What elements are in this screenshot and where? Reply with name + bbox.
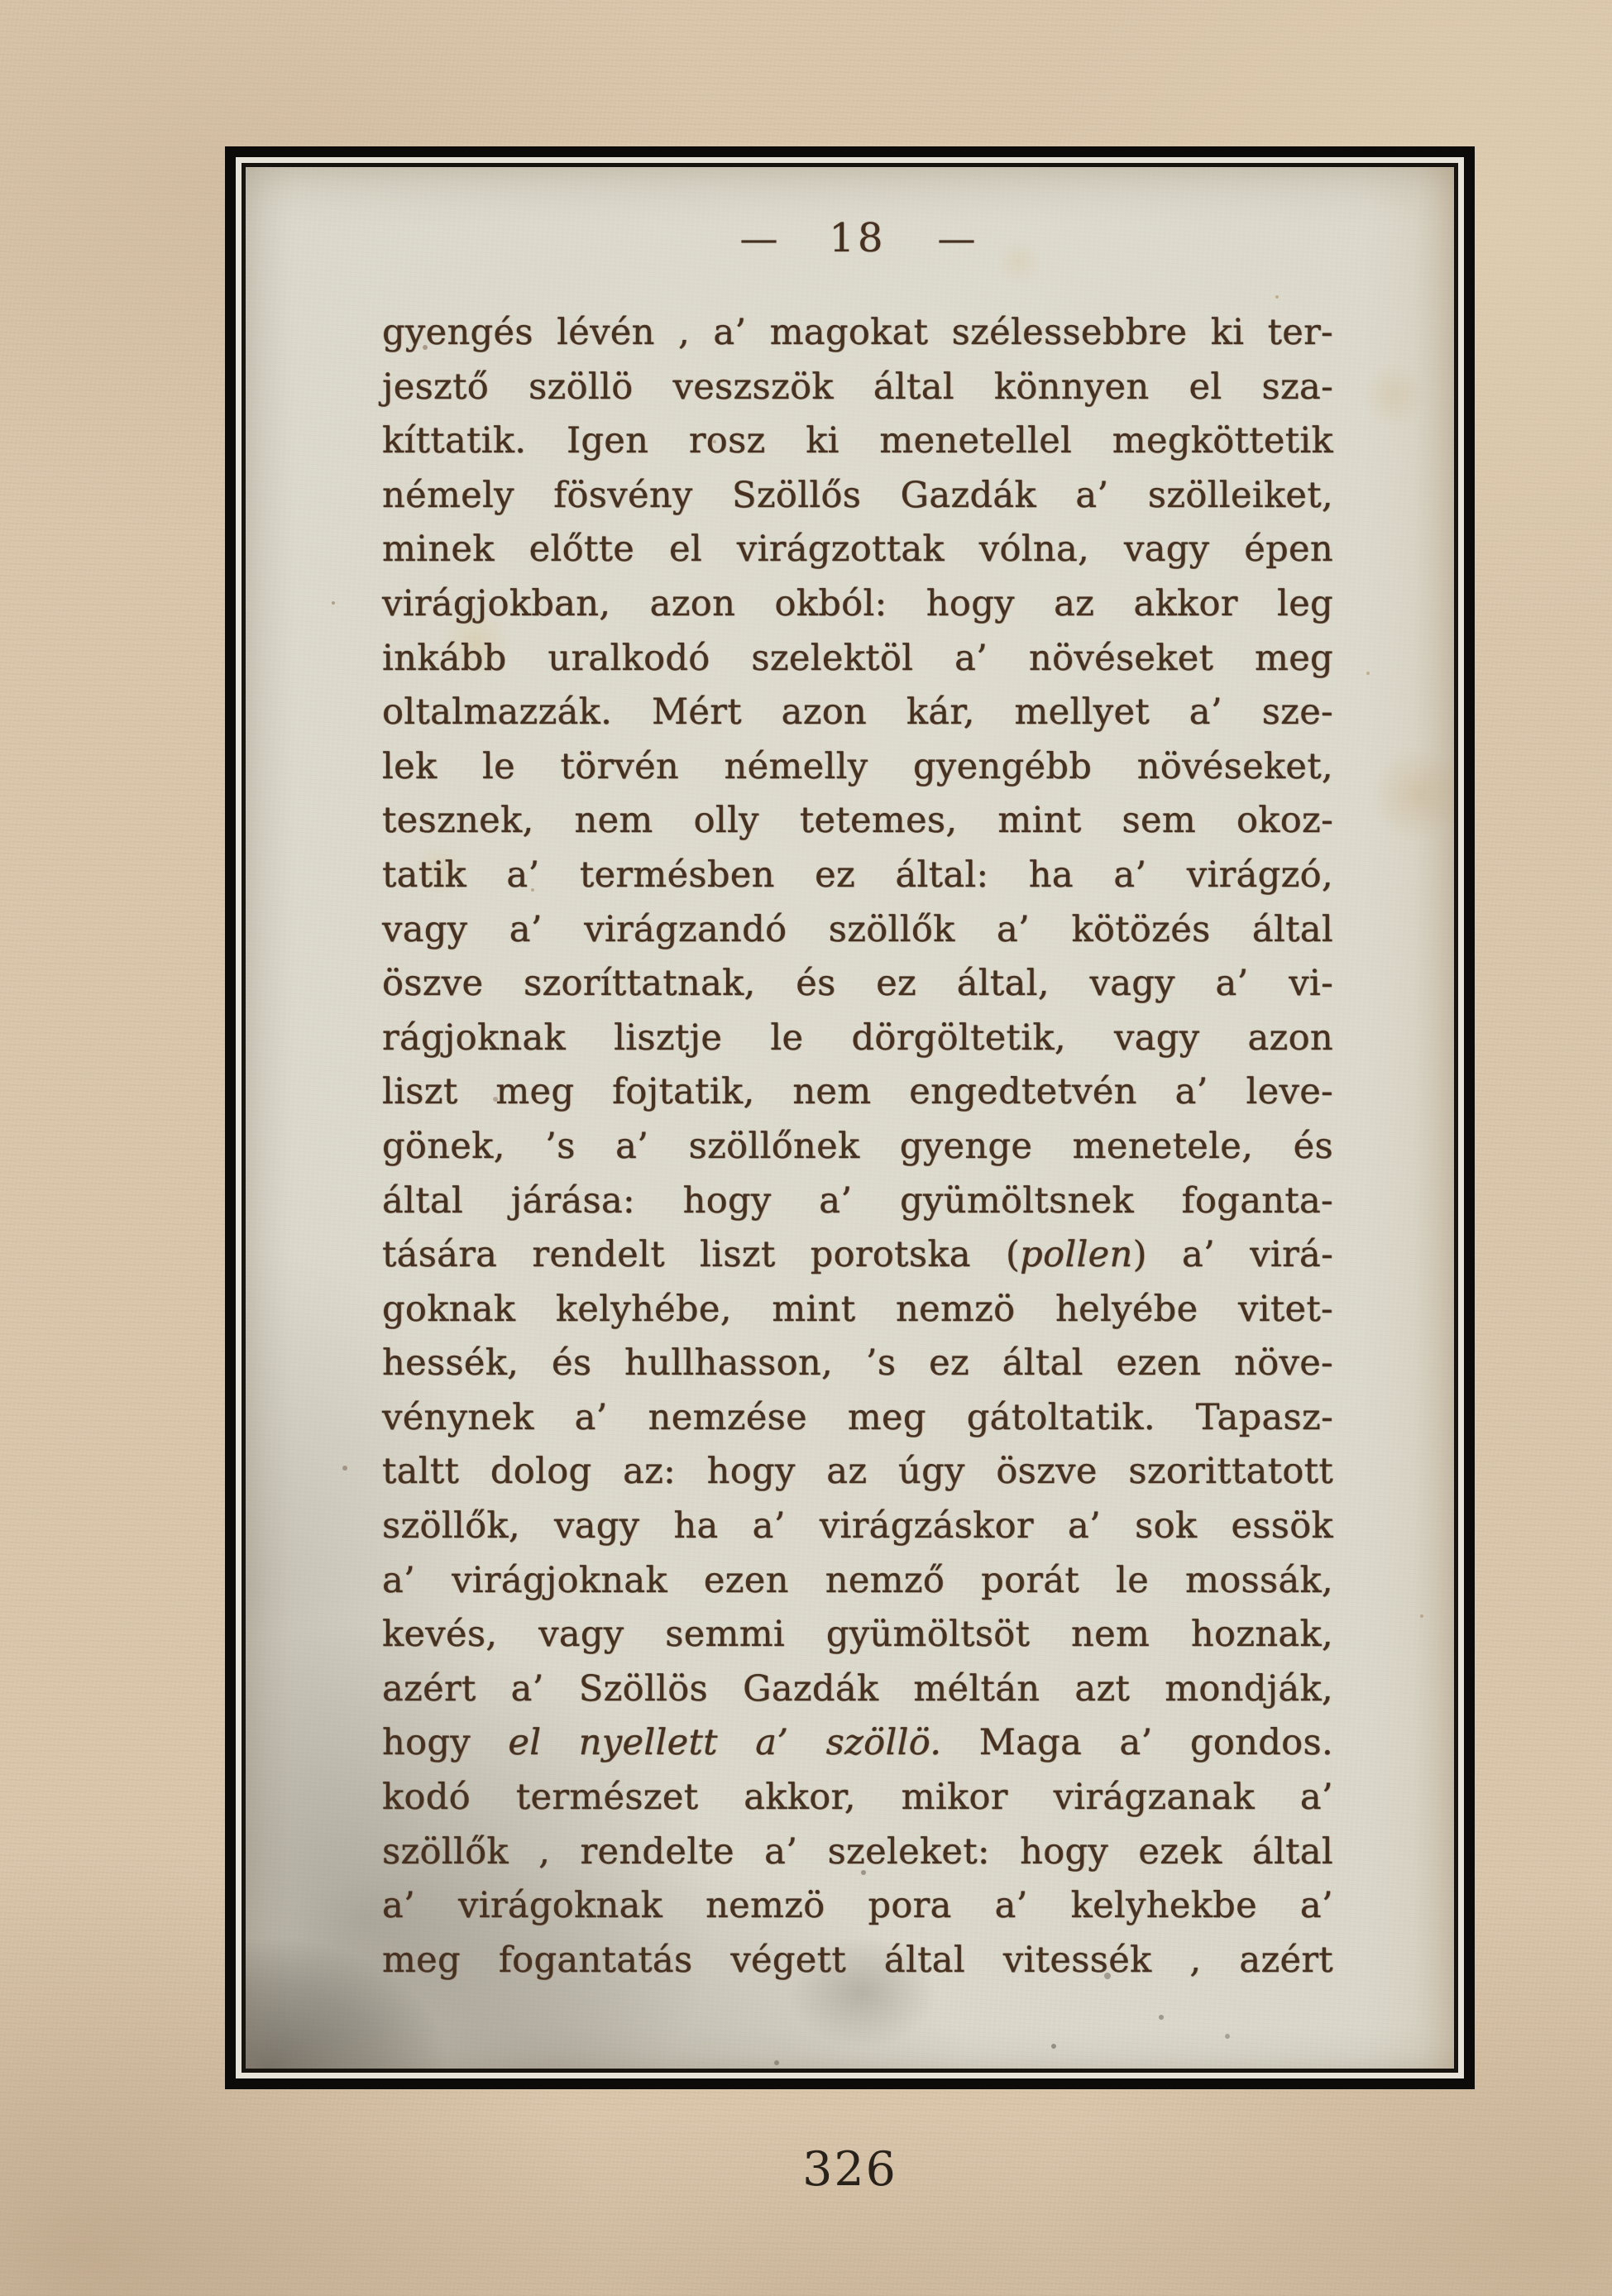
text-line	[382, 523, 1333, 577]
text-line	[382, 1608, 1333, 1662]
text-line	[382, 1879, 1333, 1934]
text-segment: meg fogantatás végett által vitessék , azért	[382, 1939, 1333, 1981]
text-segment: lek le törvén némelly gyengébb növéseket,	[382, 745, 1333, 787]
text-line	[382, 361, 1333, 415]
text-segment: némely fösvény Szöllős Gazdák a’ szölleiket,	[382, 474, 1333, 516]
text-line	[382, 1391, 1333, 1446]
text-line	[382, 1065, 1333, 1120]
text-segment: szöllők , rendelte a’ szeleket: hogy ezek által	[382, 1830, 1333, 1873]
text-line	[382, 1771, 1333, 1825]
text-line	[382, 1716, 1333, 1771]
text-line	[382, 1120, 1333, 1174]
text-line	[382, 1283, 1333, 1337]
text-segment: tatik a’ termésben ez által: ha a’ virágzó,	[382, 854, 1333, 896]
text-segment: tesznek, nem olly tetemes, mint sem okoz-	[382, 800, 1333, 842]
text-segment: kevés, vagy semmi gyümöltsöt nem hoznak,	[382, 1614, 1333, 1656]
text-line	[382, 957, 1333, 1012]
italic-text-segment: el nyellett a’ szöllö.	[508, 1722, 942, 1764]
text-segment: hogy	[382, 1722, 509, 1764]
text-segment: liszt meg fojtatik, nem engedtetvén a’ leve-	[382, 1071, 1333, 1113]
text-line	[382, 740, 1333, 795]
text-line	[382, 1662, 1333, 1717]
scan-frame	[225, 146, 1475, 2089]
text-segment: vénynek a’ nemzése meg gátoltatik. Tapasz-	[382, 1396, 1333, 1438]
text-line	[382, 1228, 1333, 1283]
footer-page-number: 326	[802, 2142, 897, 2197]
text-line	[382, 414, 1333, 469]
text-line	[382, 686, 1333, 740]
text-segment: goknak kelyhébe, mint nemzö helyébe vitet-	[382, 1288, 1333, 1330]
text-segment: által járása: hogy a’ gyümöltsnek foganta-	[382, 1179, 1333, 1222]
text-line	[382, 1337, 1333, 1391]
text-segment: Maga a’ gondos.	[941, 1722, 1334, 1764]
text-line	[382, 1445, 1333, 1500]
text-segment: szöllők, vagy ha a’ virágzáskor a’ sok essök	[382, 1505, 1333, 1547]
italic-text-segment: pollen	[1020, 1234, 1133, 1276]
header-dash-right: —	[937, 216, 976, 261]
text-line	[382, 1554, 1333, 1609]
text-segment: hessék, és hullhasson, ’s ez által ezen növe-	[382, 1342, 1333, 1385]
text-segment: minek előtte el virágzottak vólna, vagy épen	[382, 529, 1333, 571]
text-segment: kíttatik. Igen rosz ki menetellel megköttetik	[382, 420, 1333, 462]
text-segment: öszve szoríttatnak, és ez által, vagy a’ vi-	[382, 963, 1333, 1005]
text-segment: a’ virágjoknak ezen nemző porát le mossák,	[382, 1559, 1333, 1601]
text-line	[382, 849, 1333, 903]
page-header	[382, 215, 1333, 261]
text-line	[382, 1934, 1333, 1988]
text-line	[382, 1012, 1333, 1066]
header-dash-left: —	[739, 216, 778, 261]
text-segment: gönek, ’s a’ szöllőnek gyenge menetele, és	[382, 1125, 1333, 1167]
text-line	[382, 903, 1333, 958]
text-segment: taltt dolog az: hogy az úgy öszve szorittatott	[382, 1451, 1333, 1493]
text-segment: inkább uralkodó szelektöl a’ növéseket meg	[382, 637, 1333, 679]
text-segment: gyengés lévén , a’ magokat szélessebbre ki ter-	[382, 312, 1333, 353]
text-line	[382, 1174, 1333, 1229]
text-line	[382, 469, 1333, 524]
text-line	[382, 306, 1333, 361]
text-segment: a’ virágoknak nemzö pora a’ kelyhekbe a’	[382, 1885, 1333, 1927]
text-segment: azért a’ Szöllös Gazdák méltán azt mondják,	[382, 1667, 1333, 1710]
text-line	[382, 577, 1333, 632]
text-segment: virágjokban, azon okból: hogy az akkor leg	[382, 582, 1333, 624]
text-segment: ) a’ virá-	[1132, 1234, 1334, 1276]
text-line	[382, 1825, 1333, 1880]
text-line	[382, 794, 1333, 849]
text-block	[382, 306, 1333, 1987]
text-segment: tására rendelt liszt porotska (	[382, 1234, 1021, 1276]
text-segment: rágjoknak lisztje le dörgöltetik, vagy azon	[382, 1016, 1333, 1059]
header-page-number: 18	[829, 215, 887, 261]
text-line	[382, 1500, 1333, 1554]
paper-specks	[246, 167, 249, 170]
text-line	[382, 632, 1333, 686]
text-segment: vagy a’ virágzandó szöllők a’ kötözés által	[382, 908, 1333, 950]
text-segment: kodó természet akkor, mikor virágzanak a’	[382, 1777, 1333, 1819]
scanned-page-paper	[242, 163, 1458, 2073]
text-segment: jesztő szöllö veszszök által könnyen el sza-	[382, 366, 1333, 408]
text-segment: oltalmazzák. Mért azon kár, mellyet a’ sze-	[382, 691, 1333, 734]
